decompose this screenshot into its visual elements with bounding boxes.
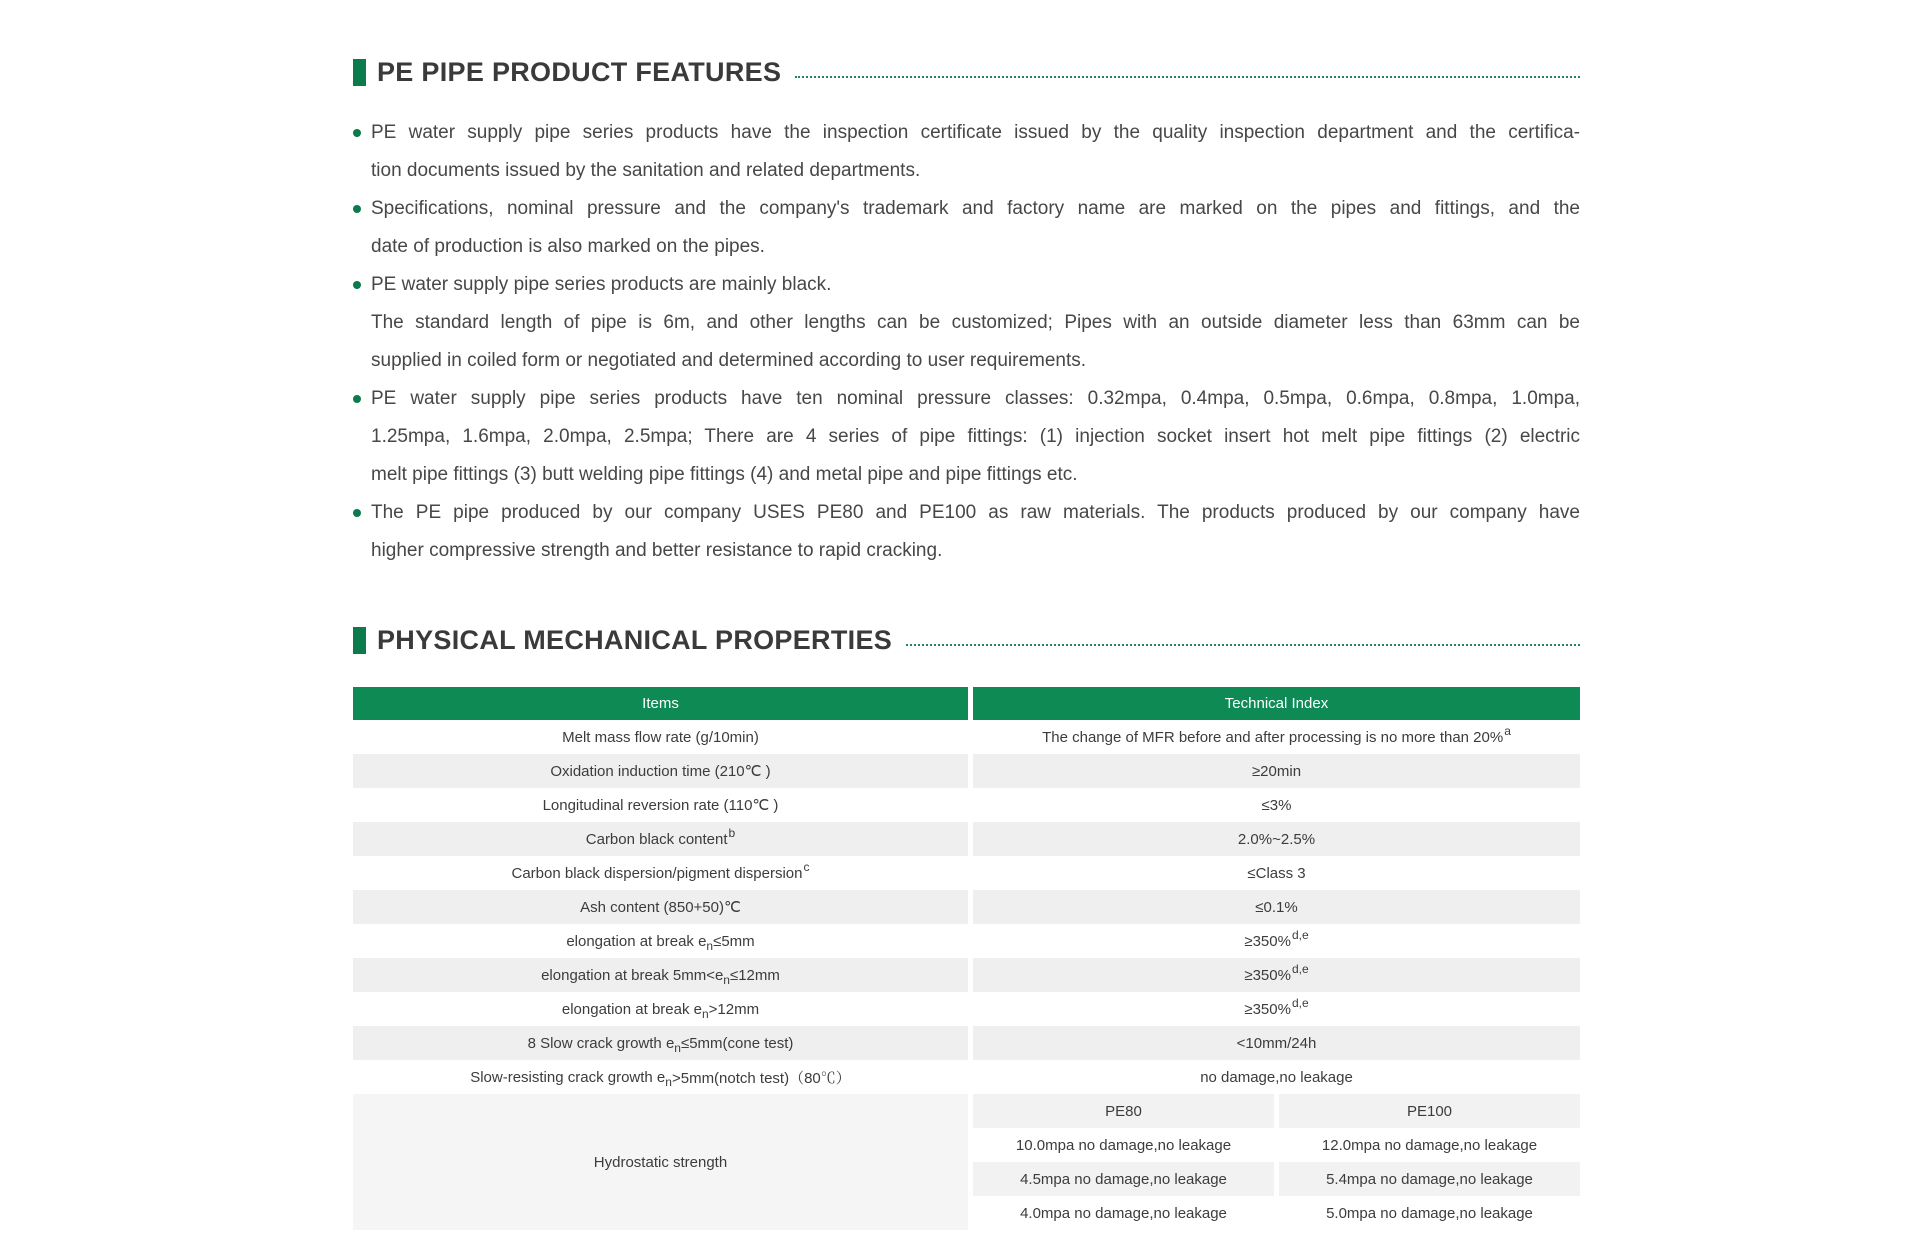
row-value xyxy=(973,1026,1580,1060)
feature-line: date of production is also marked on the pipes. xyxy=(371,236,765,257)
pe100-value: 5.4mpa no damage,no leakage xyxy=(1279,1162,1580,1196)
row-item xyxy=(353,890,968,924)
value-text: ≤0.1% xyxy=(1255,898,1298,916)
pe100-value: 12.0mpa no damage,no leakage xyxy=(1279,1128,1580,1162)
feature-line: PE water supply pipe series products are mainly black. xyxy=(371,274,832,295)
hydrostatic-subtable xyxy=(973,1094,1580,1230)
feature-line: melt pipe fittings (3) butt welding pipe fittings (4) and metal pipe and pipe fittings etc. xyxy=(371,464,1078,485)
row-item: Carbon black dispersion/pigment dispersion $^c$ xyxy=(353,856,968,890)
feature-bullet xyxy=(353,266,1580,380)
value-text: ≤Class 3 xyxy=(1247,864,1306,882)
value-text: ≥350% xyxy=(1244,932,1291,950)
row-item xyxy=(353,788,968,822)
bullet-dot-icon xyxy=(353,281,361,289)
feature-line: supplied in coiled form or negotiated and determined according to user requirements. xyxy=(371,350,1087,371)
row-value xyxy=(973,822,1580,856)
row-value: The change of MFR before and after processing is no more than 20% $^a$ xyxy=(973,720,1580,754)
pe80-value: 4.5mpa no damage,no leakage xyxy=(973,1162,1274,1196)
table-header-row xyxy=(353,687,1580,720)
row-item: Slow-resisting crack growth e $_n$ >5mm(notch test)（80℃） xyxy=(353,1060,968,1094)
table-row xyxy=(353,720,1580,754)
item-text: Ash content (850+50)℃ xyxy=(580,899,741,916)
table-row xyxy=(353,822,1580,856)
content-column xyxy=(353,0,1580,1230)
dotted-leader xyxy=(906,644,1580,646)
item-text: Slow-resisting crack growth e xyxy=(470,1068,666,1086)
row-item: elongation at break e $_n$ ≤5mm xyxy=(353,924,968,958)
table-row xyxy=(353,890,1580,924)
item-text: >12mm xyxy=(708,1000,760,1018)
row-item: elongation at break e $_n$ >12mm xyxy=(353,992,968,1026)
section-title-features: PE PIPE PRODUCT FEATURES xyxy=(377,56,782,87)
table-row xyxy=(353,754,1580,788)
hydrostatic-strength-block xyxy=(353,1094,1580,1230)
row-item xyxy=(353,754,968,788)
row-value xyxy=(973,788,1580,822)
feature-line: The PE pipe produced by our company USES PE80 and PE100 as raw materials. The products produced by our company have xyxy=(371,502,1580,523)
bullet-dot-icon xyxy=(353,395,361,403)
hydrostatic-item: Hydrostatic strength xyxy=(353,1094,968,1230)
bullet-dot-icon xyxy=(353,129,361,137)
row-item: Carbon black content $^b$ xyxy=(353,822,968,856)
value-text: ≥350% xyxy=(1244,966,1291,984)
item-text: elongation at break 5mm<e xyxy=(541,966,724,984)
value-text: 2.0%~2.5% xyxy=(1237,830,1316,848)
pe100-value: 5.0mpa no damage,no leakage xyxy=(1279,1196,1580,1230)
section-header-features xyxy=(353,56,1580,88)
row-value xyxy=(973,856,1580,890)
table-row xyxy=(353,924,1580,958)
item-text: elongation at break e xyxy=(561,1000,702,1018)
feature-line: higher compressive strength and better resistance to rapid cracking. xyxy=(371,540,943,561)
item-text: ≤5mm(cone test) xyxy=(680,1034,794,1052)
row-value xyxy=(973,890,1580,924)
item-text: ≤5mm xyxy=(713,932,755,950)
row-value: ≥350% $^{d,e}$ xyxy=(973,992,1580,1026)
row-value xyxy=(973,754,1580,788)
item-text: Oxidation induction time (210℃ ) xyxy=(550,763,771,780)
value-text: no damage,no leakage xyxy=(1200,1068,1353,1086)
pe80-value: 4.0mpa no damage,no leakage xyxy=(973,1196,1274,1230)
value-text: ≥20min xyxy=(1251,762,1302,780)
feature-bullet xyxy=(353,114,1580,190)
table-header-items: Items xyxy=(353,687,968,720)
value-text: The change of MFR before and after processing is no more than 20% xyxy=(1042,728,1504,746)
item-text: Carbon black dispersion/pigment dispersion xyxy=(511,864,803,882)
row-value xyxy=(973,1060,1580,1094)
item-text: ≤12mm xyxy=(729,966,780,984)
feature-line: tion documents issued by the sanitation and related departments. xyxy=(371,160,921,181)
item-text: Melt mass flow rate (g/10min) xyxy=(562,728,759,746)
value-text: <10mm/24h xyxy=(1236,1034,1317,1052)
feature-line: PE water supply pipe series products have ten nominal pressure classes: 0.32mpa, 0.4mpa, 0.5mpa, 0.6mpa, 0.8mpa, 1.0mpa, xyxy=(371,388,1580,409)
dotted-leader xyxy=(795,76,1580,78)
green-square-marker xyxy=(353,59,366,86)
feature-bullet xyxy=(353,380,1580,494)
hydrostatic-data-row xyxy=(973,1196,1580,1230)
item-text: >5mm(notch test)（80℃） xyxy=(671,1069,851,1087)
feature-bullet xyxy=(353,494,1580,570)
feature-line: Specifications, nominal pressure and the company's trademark and factory name are marked on the pipes and fittings, and the xyxy=(371,198,1580,219)
item-text: Carbon black content xyxy=(585,830,728,848)
row-item xyxy=(353,720,968,754)
section-title-properties: PHYSICAL MECHANICAL PROPERTIES xyxy=(377,624,893,655)
item-text: 8 Slow crack growth e xyxy=(527,1034,675,1052)
table-row xyxy=(353,788,1580,822)
value-text: ≤3% xyxy=(1261,796,1292,814)
bullet-dot-icon xyxy=(353,509,361,517)
green-square-marker xyxy=(353,627,366,654)
feature-bullet xyxy=(353,190,1580,266)
section-header-properties xyxy=(353,624,1580,656)
hydrostatic-header-row xyxy=(973,1094,1580,1128)
row-item: 8 Slow crack growth e $_n$ ≤5mm(cone test) xyxy=(353,1026,968,1060)
table-row xyxy=(353,992,1580,1026)
value-text: ≥350% xyxy=(1244,1000,1291,1018)
feature-line: 1.25mpa, 1.6mpa, 2.0mpa, 2.5mpa; There are 4 series of pipe fittings: (1) injection socket insert hot melt pipe fittings (2) electric xyxy=(371,426,1580,447)
table-row xyxy=(353,856,1580,890)
feature-line: PE water supply pipe series products have the inspection certificate issued by the quality inspection department and the certifica- xyxy=(371,122,1580,143)
pe80-header: PE80 xyxy=(973,1094,1274,1128)
table-row xyxy=(353,1060,1580,1094)
feature-line: The standard length of pipe is 6m, and other lengths can be customized; Pipes with an outside diameter less than 63mm can be xyxy=(371,312,1580,333)
row-value: ≥350% $^{d,e}$ xyxy=(973,958,1580,992)
feature-bullet-list xyxy=(353,114,1580,570)
pe100-header: PE100 xyxy=(1279,1094,1580,1128)
table-header-technical-index: Technical Index xyxy=(973,687,1580,720)
bullet-dot-icon xyxy=(353,205,361,213)
table-row xyxy=(353,1026,1580,1060)
item-text: Longitudinal reversion rate (110℃ ) xyxy=(542,797,779,814)
row-value: ≥350% $^{d,e}$ xyxy=(973,924,1580,958)
hydrostatic-data-row xyxy=(973,1128,1580,1162)
properties-table xyxy=(353,687,1580,1230)
item-text: elongation at break e xyxy=(566,932,707,950)
row-item: elongation at break 5mm<e $_n$ ≤12mm xyxy=(353,958,968,992)
hydrostatic-data-row xyxy=(973,1162,1580,1196)
table-row xyxy=(353,958,1580,992)
pe80-value: 10.0mpa no damage,no leakage xyxy=(973,1128,1274,1162)
